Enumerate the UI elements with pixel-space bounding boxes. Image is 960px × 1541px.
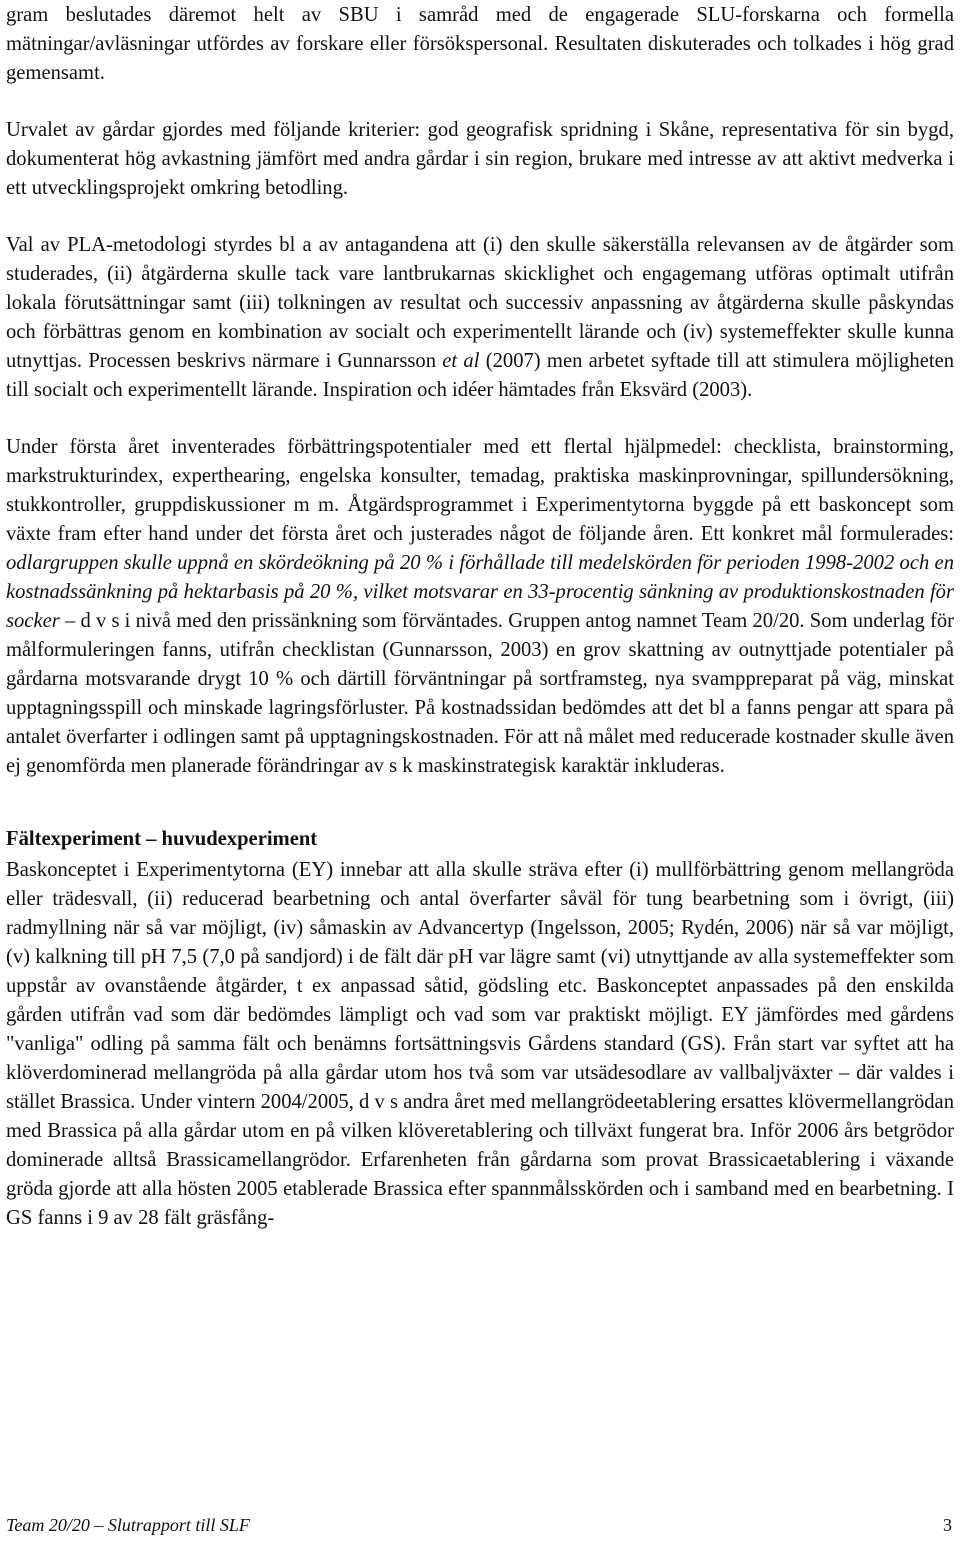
page-footer	[6, 1514, 952, 1536]
inventory-text-part-2: – d v s i nivå med den prissänkning som förväntades. Gruppen antog namnet Team 20/20. Som underlag för målformuleringen fanns, utifrån checklistan (Gunnarsson, 2003) en grov skattning av outnyttjade potentialer på gårdarna motsvarande drygt 10 % och därtill förväntningar på sortframsteg, nya svamppreparat på väg, minskat upptagningsspill och minskade lagringsförluster. På kostnadssidan bedömdes att det bl a fanns pengar att spara på antalet överfarter i odlingen samt på upptagningskostnaden. För att nå målet med reducerade kostnader skulle även ej genomförda men planerade förändringar av s k maskinstrategisk karaktär inkluderas.	[6, 610, 954, 777]
footer-report-title: Team 20/20 – Slutrapport till SLF	[6, 1515, 250, 1535]
document-page	[6, 0, 954, 1261]
inventory-text-part-1: Under första året inventerades förbättringspotentialer med ett flertal hjälpmedel: checklista, brainstorming, markstrukturindex, experthearing, engelska konsulter, temadag, praktiska maskinprovningar, spillundersökning, stukkontroller, gruppdiskussioner m m. Åtgärdsprogrammet i Experimentytorna byggde på ett baskoncept som växte fram efter hand under det första året och justerades något de följande åren. Ett konkret mål formulerades:	[6, 436, 954, 545]
pla-italic-et-al: et al	[442, 350, 480, 372]
paragraph-intro-continuation: gram beslutades däremot helt av SBU i samråd med de engagerade SLU-forskarna och formella mätningar/avläsningar utfördes av forskare eller försökspersonal. Resultaten diskuterades och tolkades i hög grad gemensamt.	[6, 4, 954, 84]
inventory-goal-italic: odlargruppen skulle uppnå en skördeökning på 20 % i förhållade till medelskörden för perioden 1998-2002 och en kostnadssänkning på hektarbasis på 20 %, vilket motsvarar en 33-procentig sänkning av produktionskostnaden för socker	[6, 552, 954, 632]
pla-text-part-1: Val av PLA-metodologi styrdes bl a av antagandena att (i) den skulle säkerställa relevansen av de åtgärder som studerades, (ii) åtgärderna skulle tack vare lantbrukarnas skicklighet och engagemang utföras optimalt utifrån lokala förutsättningar samt (iii) tolkningen av resultat och successiv anpassning av åtgärderna skulle påskyndas och förbättras genom en kombination av socialt och experimentellt lärande och (iv) systemeffekter skulle kunna utnyttjas. Processen beskrivs närmare i Gunnarsson	[6, 234, 954, 372]
pla-text-part-2: (2007) men arbetet syftade till att stimulera möjligheten till socialt och experimentellt lärande. Inspiration och idéer hämtades från Eksvärd (2003).	[6, 350, 955, 401]
paragraph-base-concept: Baskonceptet i Experimentytorna (EY) innebar att alla skulle sträva efter (i) mullförbättring genom mellangröda eller trädesvall, (ii) reducerad bearbetning och antal överfarter såväl för tung bearbetning som i övrigt, (iii) radmyllning när så var möjligt, (iv) såmaskin av Advancertyp (Ingelsson, 2005; Rydén, 2006) när så var möjligt, (v) kalkning till pH 7,5 (7,0 på sandjord) i de fält där pH var lägre samt (vi) utnyttjande av alla systemeffekter som uppstår av ovanstående åtgärder, t ex anpassad såtid, gödsling etc. Baskonceptet anpassades på den enskilda gården utifrån vad som där bedömdes lämpligt och vad som var praktiskt möjligt. EY jämfördes med gårdens "vanliga" odling på samma fält och benämns fortsättningsvis Gårdens standard (GS). Från start var syftet att ha klöverdominerad mellangröda på alla gårdar utom hos två som var utsädesodlare av vallbaljväxter – där valdes i stället Brassica. Under vintern 2004/2005, d v s andra året med mellangrödeetablering ersattes klövermellangrödan med Brassica på alla gårdar utom en på vilken klöveretablering och tillväxt fungerat bra. Inför 2006 års betgrödor dominerade alltså Brassicamellangrödor. Erfarenheten från gårdarna som provat Brassicaetablering i växande gröda gjorde att alla hösten 2005 etablerade Brassica efter spannmålsskörden och i samband med en bearbetning. I GS fanns i 9 av 28 fält gräsfång-	[6, 859, 954, 1229]
paragraph-pla-methodology	[6, 231, 954, 405]
paragraph-first-year-inventory	[6, 433, 954, 781]
paragraph-farm-selection: Urvalet av gårdar gjordes med följande kriterier: god geografisk spridning i Skåne, representativa för sin bygd, dokumenterat hög avkastning jämfört med andra gårdar i sin region, brukare med intresse av att aktivt medverka i ett utvecklingsprojekt omkring betodling.	[6, 119, 954, 199]
footer-page-number: 3	[943, 1515, 952, 1535]
section-heading: Fältexperiment – huvudexperiment	[6, 828, 318, 850]
